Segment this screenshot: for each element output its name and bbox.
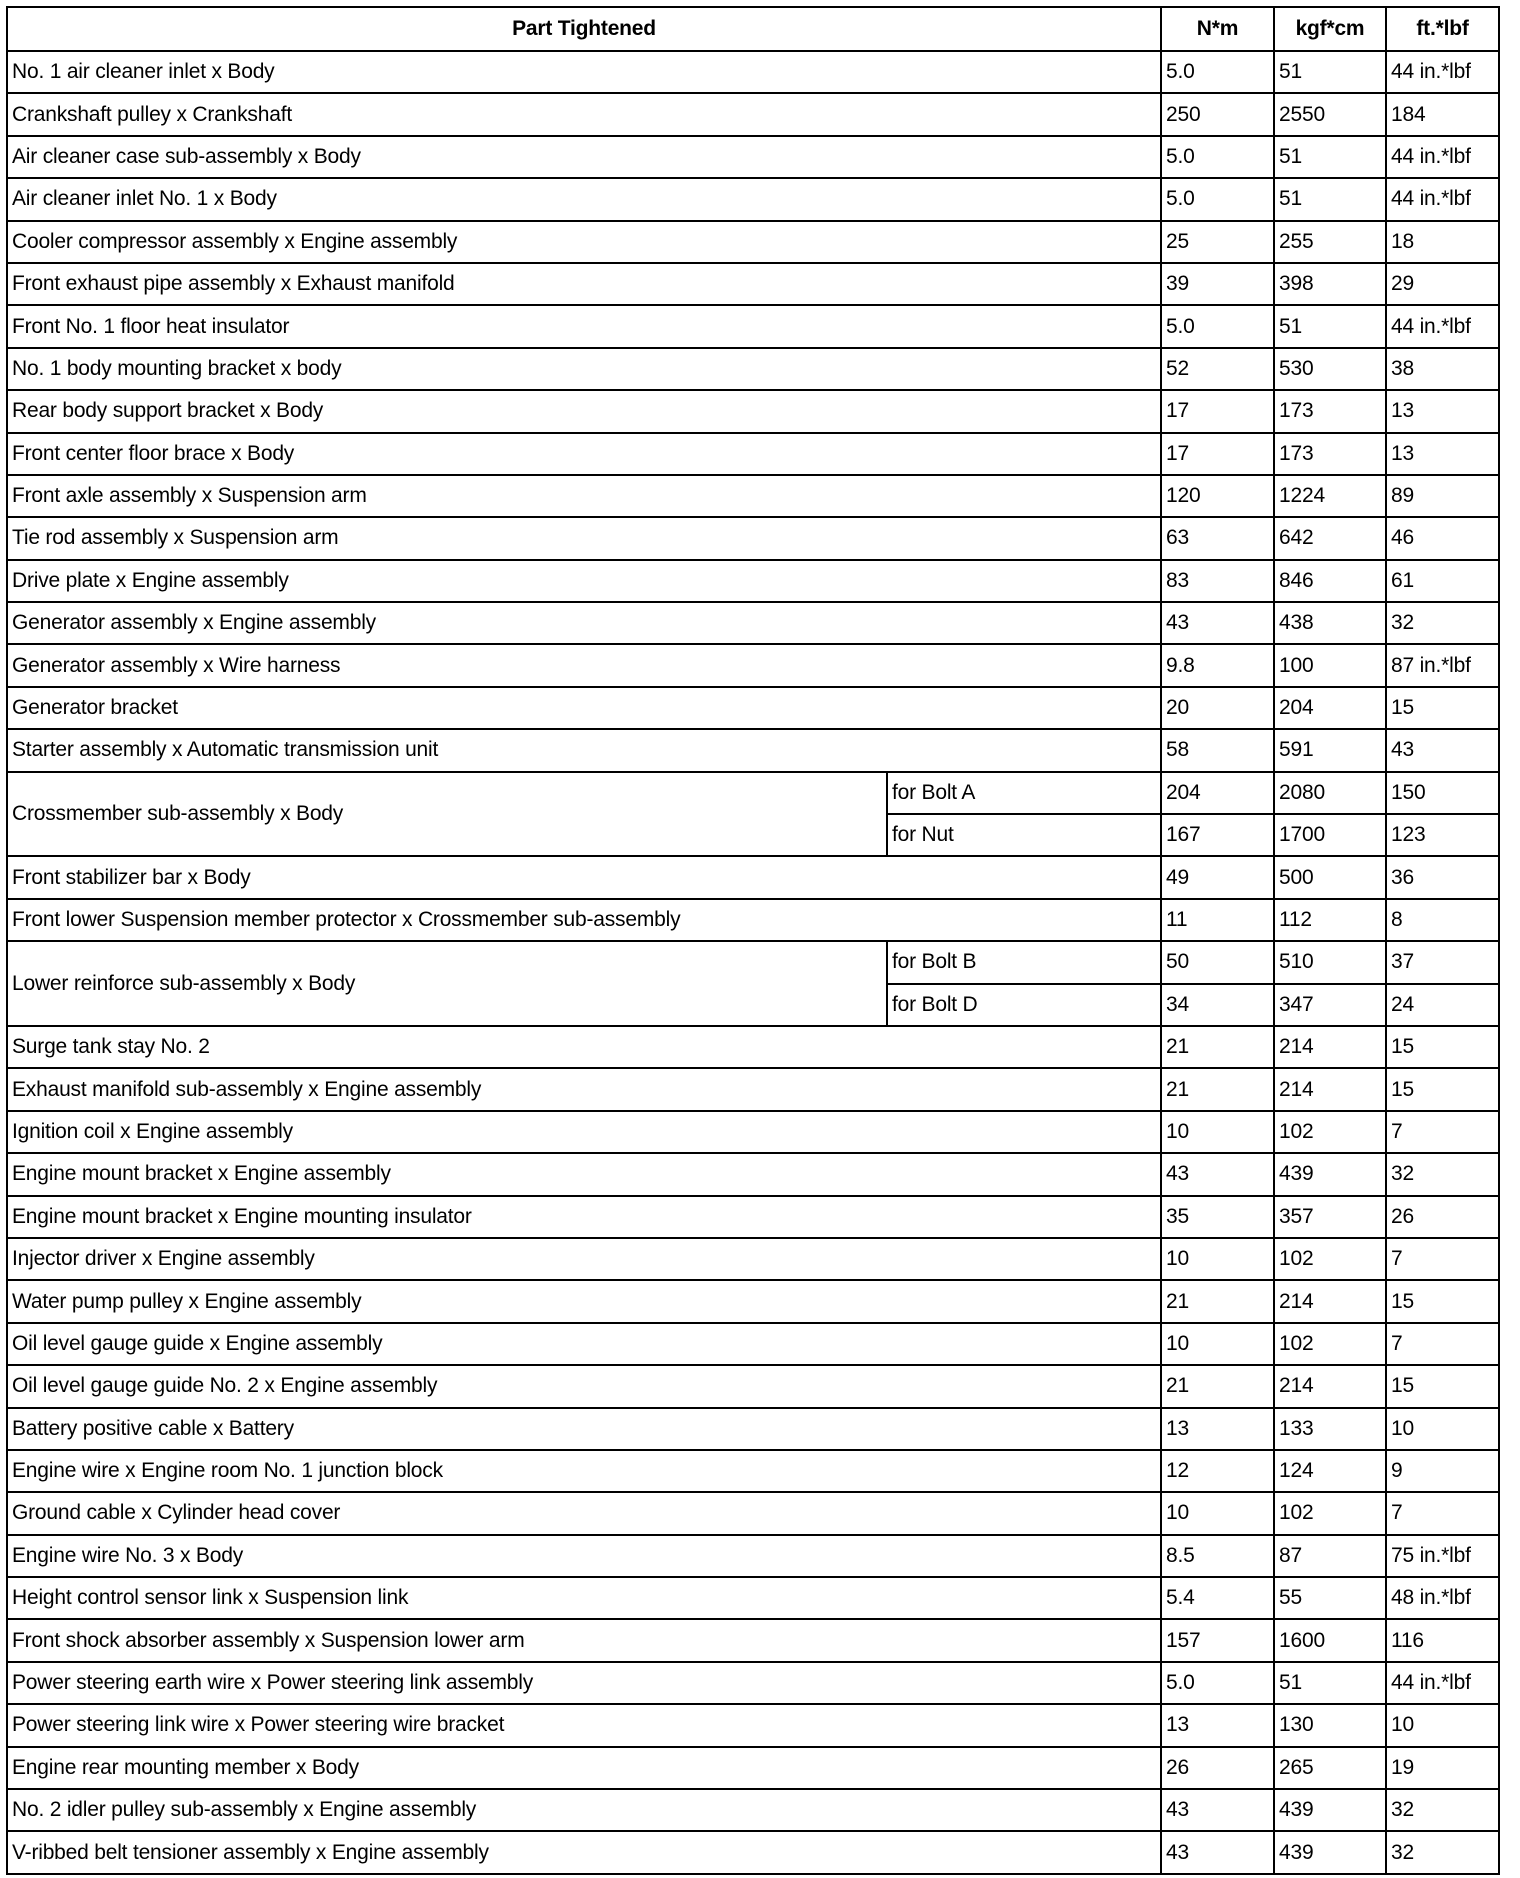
- ftlbf-cell: 7: [1386, 1238, 1499, 1280]
- ftlbf-cell: 29: [1386, 263, 1499, 305]
- kgfcm-cell: 439: [1274, 1153, 1386, 1195]
- sub-label-cell: for Bolt A: [887, 772, 1161, 814]
- nm-cell: 167: [1161, 814, 1274, 856]
- ftlbf-cell: 61: [1386, 560, 1499, 602]
- nm-cell: 10: [1161, 1492, 1274, 1534]
- ftlbf-cell: 44 in.*lbf: [1386, 136, 1499, 178]
- nm-cell: 39: [1161, 263, 1274, 305]
- table-row: [7, 93, 1499, 135]
- ftlbf-cell: 8: [1386, 899, 1499, 941]
- part-cell: Engine mount bracket x Engine mounting insulator: [7, 1196, 1161, 1238]
- kgfcm-cell: 173: [1274, 390, 1386, 432]
- part-cell: Ground cable x Cylinder head cover: [7, 1492, 1161, 1534]
- kgfcm-cell: 439: [1274, 1831, 1386, 1873]
- nm-cell: 21: [1161, 1026, 1274, 1068]
- ftlbf-cell: 116: [1386, 1619, 1499, 1661]
- table-row: [7, 772, 1499, 814]
- ftlbf-cell: 32: [1386, 602, 1499, 644]
- ftlbf-cell: 123: [1386, 814, 1499, 856]
- nm-cell: 120: [1161, 475, 1274, 517]
- part-cell: Surge tank stay No. 2: [7, 1026, 1161, 1068]
- ftlbf-cell: 7: [1386, 1492, 1499, 1534]
- kgfcm-cell: 214: [1274, 1026, 1386, 1068]
- nm-cell: 250: [1161, 93, 1274, 135]
- ftlbf-cell: 13: [1386, 390, 1499, 432]
- kgfcm-cell: 398: [1274, 263, 1386, 305]
- part-cell: Front axle assembly x Suspension arm: [7, 475, 1161, 517]
- part-cell: Power steering earth wire x Power steering link assembly: [7, 1662, 1161, 1704]
- part-cell: Height control sensor link x Suspension link: [7, 1577, 1161, 1619]
- nm-cell: 13: [1161, 1408, 1274, 1450]
- nm-cell: 34: [1161, 984, 1274, 1026]
- table-row: [7, 1619, 1499, 1661]
- ftlbf-cell: 75 in.*lbf: [1386, 1535, 1499, 1577]
- ftlbf-cell: 89: [1386, 475, 1499, 517]
- ftlbf-cell: 15: [1386, 1068, 1499, 1110]
- table-row: [7, 1747, 1499, 1789]
- part-cell: Rear body support bracket x Body: [7, 390, 1161, 432]
- ftlbf-cell: 46: [1386, 517, 1499, 559]
- part-cell: Cooler compressor assembly x Engine assembly: [7, 221, 1161, 263]
- ftlbf-cell: 184: [1386, 93, 1499, 135]
- table-row: [7, 1577, 1499, 1619]
- torque-spec-table: [6, 6, 1500, 1875]
- part-cell: Engine mount bracket x Engine assembly: [7, 1153, 1161, 1195]
- table-row: [7, 51, 1499, 93]
- sub-label-cell: for Bolt B: [887, 941, 1161, 983]
- kgfcm-cell: 2550: [1274, 93, 1386, 135]
- table-row: [7, 1153, 1499, 1195]
- kgfcm-cell: 500: [1274, 856, 1386, 898]
- table-row: [7, 899, 1499, 941]
- nm-cell: 58: [1161, 729, 1274, 771]
- ftlbf-cell: 18: [1386, 221, 1499, 263]
- part-cell: No. 1 air cleaner inlet x Body: [7, 51, 1161, 93]
- table-row: [7, 1111, 1499, 1153]
- ftlbf-cell: 13: [1386, 433, 1499, 475]
- ftlbf-cell: 15: [1386, 687, 1499, 729]
- ftlbf-cell: 44 in.*lbf: [1386, 305, 1499, 347]
- kgfcm-cell: 102: [1274, 1111, 1386, 1153]
- part-cell: Battery positive cable x Battery: [7, 1408, 1161, 1450]
- part-cell: Air cleaner case sub-assembly x Body: [7, 136, 1161, 178]
- nm-cell: 43: [1161, 602, 1274, 644]
- kgfcm-cell: 214: [1274, 1068, 1386, 1110]
- part-cell: Exhaust manifold sub-assembly x Engine assembly: [7, 1068, 1161, 1110]
- part-cell: Front No. 1 floor heat insulator: [7, 305, 1161, 347]
- part-cell: Front shock absorber assembly x Suspension lower arm: [7, 1619, 1161, 1661]
- kgfcm-cell: 133: [1274, 1408, 1386, 1450]
- table-row: [7, 1662, 1499, 1704]
- kgfcm-cell: 510: [1274, 941, 1386, 983]
- nm-cell: 5.0: [1161, 1662, 1274, 1704]
- part-cell: Front center floor brace x Body: [7, 433, 1161, 475]
- ftlbf-cell: 9: [1386, 1450, 1499, 1492]
- header-ftlbf: ft.*lbf: [1386, 7, 1499, 51]
- table-row: [7, 348, 1499, 390]
- kgfcm-cell: 2080: [1274, 772, 1386, 814]
- kgfcm-cell: 438: [1274, 602, 1386, 644]
- kgfcm-cell: 173: [1274, 433, 1386, 475]
- ftlbf-cell: 32: [1386, 1789, 1499, 1831]
- nm-cell: 12: [1161, 1450, 1274, 1492]
- nm-cell: 8.5: [1161, 1535, 1274, 1577]
- ftlbf-cell: 15: [1386, 1365, 1499, 1407]
- ftlbf-cell: 10: [1386, 1704, 1499, 1746]
- ftlbf-cell: 44 in.*lbf: [1386, 51, 1499, 93]
- nm-cell: 43: [1161, 1153, 1274, 1195]
- header-kgfcm: kgf*cm: [1274, 7, 1386, 51]
- kgfcm-cell: 51: [1274, 178, 1386, 220]
- ftlbf-cell: 7: [1386, 1323, 1499, 1365]
- kgfcm-cell: 846: [1274, 560, 1386, 602]
- table-row: [7, 1831, 1499, 1873]
- nm-cell: 5.0: [1161, 51, 1274, 93]
- nm-cell: 20: [1161, 687, 1274, 729]
- part-cell: No. 2 idler pulley sub-assembly x Engine assembly: [7, 1789, 1161, 1831]
- table-row: [7, 602, 1499, 644]
- part-cell: Engine wire x Engine room No. 1 junction block: [7, 1450, 1161, 1492]
- ftlbf-cell: 24: [1386, 984, 1499, 1026]
- table-row: [7, 1196, 1499, 1238]
- part-cell: Front exhaust pipe assembly x Exhaust manifold: [7, 263, 1161, 305]
- part-cell: Injector driver x Engine assembly: [7, 1238, 1161, 1280]
- ftlbf-cell: 38: [1386, 348, 1499, 390]
- part-cell: Engine rear mounting member x Body: [7, 1747, 1161, 1789]
- kgfcm-cell: 102: [1274, 1238, 1386, 1280]
- kgfcm-cell: 1224: [1274, 475, 1386, 517]
- kgfcm-cell: 102: [1274, 1492, 1386, 1534]
- kgfcm-cell: 265: [1274, 1747, 1386, 1789]
- ftlbf-cell: 36: [1386, 856, 1499, 898]
- kgfcm-cell: 112: [1274, 899, 1386, 941]
- nm-cell: 43: [1161, 1831, 1274, 1873]
- nm-cell: 25: [1161, 221, 1274, 263]
- kgfcm-cell: 642: [1274, 517, 1386, 559]
- nm-cell: 21: [1161, 1068, 1274, 1110]
- part-cell: Tie rod assembly x Suspension arm: [7, 517, 1161, 559]
- ftlbf-cell: 10: [1386, 1408, 1499, 1450]
- table-row: [7, 1026, 1499, 1068]
- table-row: [7, 1365, 1499, 1407]
- header-part: Part Tightened: [7, 7, 1161, 51]
- kgfcm-cell: 55: [1274, 1577, 1386, 1619]
- ftlbf-cell: 7: [1386, 1111, 1499, 1153]
- kgfcm-cell: 204: [1274, 687, 1386, 729]
- nm-cell: 5.0: [1161, 305, 1274, 347]
- kgfcm-cell: 530: [1274, 348, 1386, 390]
- part-cell: No. 1 body mounting bracket x body: [7, 348, 1161, 390]
- kgfcm-cell: 130: [1274, 1704, 1386, 1746]
- kgfcm-cell: 51: [1274, 51, 1386, 93]
- table-row: [7, 475, 1499, 517]
- table-row: [7, 1704, 1499, 1746]
- ftlbf-cell: 44 in.*lbf: [1386, 178, 1499, 220]
- table-row: [7, 1280, 1499, 1322]
- nm-cell: 5.4: [1161, 1577, 1274, 1619]
- nm-cell: 10: [1161, 1111, 1274, 1153]
- nm-cell: 35: [1161, 1196, 1274, 1238]
- part-cell: V-ribbed belt tensioner assembly x Engine assembly: [7, 1831, 1161, 1873]
- table-row: [7, 729, 1499, 771]
- part-cell: Front stabilizer bar x Body: [7, 856, 1161, 898]
- kgfcm-cell: 87: [1274, 1535, 1386, 1577]
- ftlbf-cell: 15: [1386, 1026, 1499, 1068]
- table-row: [7, 221, 1499, 263]
- nm-cell: 5.0: [1161, 178, 1274, 220]
- kgfcm-cell: 214: [1274, 1365, 1386, 1407]
- header-nm: N*m: [1161, 7, 1274, 51]
- table-row: [7, 1323, 1499, 1365]
- table-row: [7, 1068, 1499, 1110]
- kgfcm-cell: 1700: [1274, 814, 1386, 856]
- kgfcm-cell: 591: [1274, 729, 1386, 771]
- part-cell: Crossmember sub-assembly x Body: [7, 772, 887, 857]
- nm-cell: 204: [1161, 772, 1274, 814]
- kgfcm-cell: 214: [1274, 1280, 1386, 1322]
- kgfcm-cell: 100: [1274, 644, 1386, 686]
- table-row: [7, 1408, 1499, 1450]
- part-cell: Starter assembly x Automatic transmission unit: [7, 729, 1161, 771]
- part-cell: Engine wire No. 3 x Body: [7, 1535, 1161, 1577]
- kgfcm-cell: 357: [1274, 1196, 1386, 1238]
- kgfcm-cell: 439: [1274, 1789, 1386, 1831]
- table-row: [7, 644, 1499, 686]
- nm-cell: 17: [1161, 390, 1274, 432]
- nm-cell: 21: [1161, 1365, 1274, 1407]
- kgfcm-cell: 102: [1274, 1323, 1386, 1365]
- table-row: [7, 136, 1499, 178]
- nm-cell: 21: [1161, 1280, 1274, 1322]
- table-row: [7, 687, 1499, 729]
- part-cell: Power steering link wire x Power steering wire bracket: [7, 1704, 1161, 1746]
- table-row: [7, 1789, 1499, 1831]
- table-row: [7, 1492, 1499, 1534]
- table-row: [7, 433, 1499, 475]
- table-row: [7, 517, 1499, 559]
- ftlbf-cell: 19: [1386, 1747, 1499, 1789]
- ftlbf-cell: 32: [1386, 1831, 1499, 1873]
- kgfcm-cell: 255: [1274, 221, 1386, 263]
- part-cell: Lower reinforce sub-assembly x Body: [7, 941, 887, 1026]
- table-row: [7, 1238, 1499, 1280]
- nm-cell: 10: [1161, 1238, 1274, 1280]
- kgfcm-cell: 51: [1274, 1662, 1386, 1704]
- nm-cell: 10: [1161, 1323, 1274, 1365]
- part-cell: Oil level gauge guide x Engine assembly: [7, 1323, 1161, 1365]
- nm-cell: 13: [1161, 1704, 1274, 1746]
- part-cell: Generator bracket: [7, 687, 1161, 729]
- table-row: [7, 560, 1499, 602]
- nm-cell: 43: [1161, 1789, 1274, 1831]
- nm-cell: 63: [1161, 517, 1274, 559]
- ftlbf-cell: 150: [1386, 772, 1499, 814]
- table-row: [7, 390, 1499, 432]
- kgfcm-cell: 51: [1274, 305, 1386, 347]
- ftlbf-cell: 48 in.*lbf: [1386, 1577, 1499, 1619]
- sub-label-cell: for Nut: [887, 814, 1161, 856]
- nm-cell: 83: [1161, 560, 1274, 602]
- part-cell: Water pump pulley x Engine assembly: [7, 1280, 1161, 1322]
- nm-cell: 26: [1161, 1747, 1274, 1789]
- part-cell: Crankshaft pulley x Crankshaft: [7, 93, 1161, 135]
- ftlbf-cell: 37: [1386, 941, 1499, 983]
- table-row: [7, 941, 1499, 983]
- table-row: [7, 305, 1499, 347]
- table-row: [7, 178, 1499, 220]
- nm-cell: 11: [1161, 899, 1274, 941]
- ftlbf-cell: 87 in.*lbf: [1386, 644, 1499, 686]
- table-row: [7, 263, 1499, 305]
- kgfcm-cell: 51: [1274, 136, 1386, 178]
- ftlbf-cell: 32: [1386, 1153, 1499, 1195]
- part-cell: Front lower Suspension member protector x Crossmember sub-assembly: [7, 899, 1161, 941]
- part-cell: Oil level gauge guide No. 2 x Engine assembly: [7, 1365, 1161, 1407]
- part-cell: Drive plate x Engine assembly: [7, 560, 1161, 602]
- nm-cell: 17: [1161, 433, 1274, 475]
- table-row: [7, 1535, 1499, 1577]
- ftlbf-cell: 44 in.*lbf: [1386, 1662, 1499, 1704]
- part-cell: Generator assembly x Engine assembly: [7, 602, 1161, 644]
- ftlbf-cell: 43: [1386, 729, 1499, 771]
- sub-label-cell: for Bolt D: [887, 984, 1161, 1026]
- table-row: [7, 1450, 1499, 1492]
- kgfcm-cell: 124: [1274, 1450, 1386, 1492]
- nm-cell: 49: [1161, 856, 1274, 898]
- nm-cell: 9.8: [1161, 644, 1274, 686]
- nm-cell: 50: [1161, 941, 1274, 983]
- kgfcm-cell: 1600: [1274, 1619, 1386, 1661]
- table-row: [7, 856, 1499, 898]
- nm-cell: 52: [1161, 348, 1274, 390]
- part-cell: Generator assembly x Wire harness: [7, 644, 1161, 686]
- nm-cell: 5.0: [1161, 136, 1274, 178]
- part-cell: Air cleaner inlet No. 1 x Body: [7, 178, 1161, 220]
- nm-cell: 157: [1161, 1619, 1274, 1661]
- part-cell: Ignition coil x Engine assembly: [7, 1111, 1161, 1153]
- header-row: [7, 7, 1499, 51]
- kgfcm-cell: 347: [1274, 984, 1386, 1026]
- ftlbf-cell: 26: [1386, 1196, 1499, 1238]
- ftlbf-cell: 15: [1386, 1280, 1499, 1322]
